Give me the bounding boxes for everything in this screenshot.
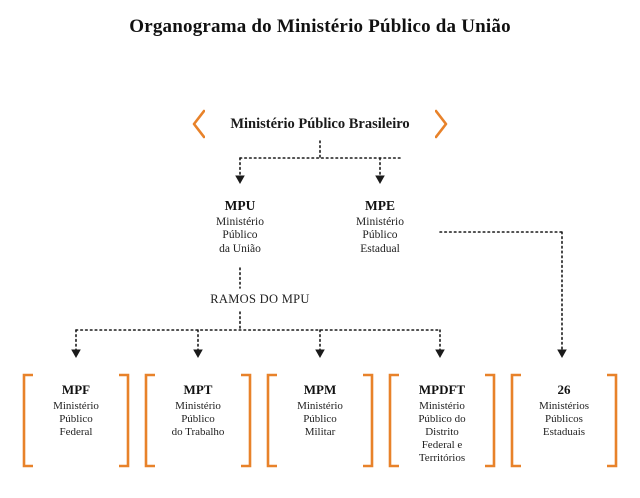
node-mpm-line-2: Público xyxy=(303,412,337,425)
node-mpdft-abbr: MPDFT xyxy=(418,382,466,397)
chevron-right-icon xyxy=(435,109,448,139)
node-mpt[interactable] xyxy=(144,373,252,468)
node-mpdft-line-1: Ministério xyxy=(419,399,465,412)
node-mpu-line-2: Público xyxy=(222,229,258,242)
node-mpu-line-1: Ministério xyxy=(216,215,264,228)
node-mpe[interactable] xyxy=(330,198,430,257)
bracket-left-icon xyxy=(388,373,399,468)
bracket-right-icon xyxy=(607,373,618,468)
node-26-line-2: Públicos xyxy=(545,412,583,425)
bracket-right-icon xyxy=(241,373,252,468)
node-mpdft[interactable] xyxy=(388,373,496,468)
node-mpu-abbr: MPU xyxy=(224,198,256,213)
bracket-left-icon xyxy=(266,373,277,468)
bracket-right-icon xyxy=(119,373,130,468)
bracket-left-icon xyxy=(144,373,155,468)
node-mpf-line-1: Ministério xyxy=(53,399,99,412)
node-mpf[interactable] xyxy=(22,373,130,468)
section-label-ramos-do-mpu: RAMOS DO MPU xyxy=(210,292,310,306)
chevron-left-icon xyxy=(192,109,205,139)
bracket-right-icon xyxy=(485,373,496,468)
node-mpt-line-1: Ministério xyxy=(175,399,221,412)
root-label: Ministério Público Brasileiro xyxy=(230,115,410,132)
node-mpe-line-3: Estadual xyxy=(360,243,400,256)
node-mpdft-line-3: Distrito xyxy=(425,425,459,438)
node-26-line-3: Estaduais xyxy=(542,425,586,438)
bracket-left-icon xyxy=(22,373,33,468)
node-mpt-line-2: Público xyxy=(181,412,215,425)
node-mpdft-line-5: Territórios xyxy=(418,452,466,465)
node-26-line-1: Ministérios xyxy=(538,399,590,412)
node-mpe-abbr: MPE xyxy=(365,198,395,213)
node-mpdft-line-2: Público do xyxy=(418,412,466,425)
node-ministerio-publico-brasileiro[interactable] xyxy=(190,107,450,141)
node-mpt-line-3: do Trabalho xyxy=(171,425,225,438)
node-mpm-abbr: MPM xyxy=(303,382,337,397)
node-mpm-line-1: Ministério xyxy=(297,399,343,412)
node-mpf-abbr: MPF xyxy=(61,382,91,397)
node-mpe-line-2: Público xyxy=(362,229,398,242)
node-mpu-line-3: da União xyxy=(219,243,261,256)
bracket-right-icon xyxy=(363,373,374,468)
node-mpf-line-3: Federal xyxy=(59,425,93,438)
bracket-left-icon xyxy=(510,373,521,468)
node-mpf-line-2: Público xyxy=(59,412,93,425)
node-26-abbr: 26 xyxy=(557,382,571,397)
node-mpm[interactable] xyxy=(266,373,374,468)
node-mpdft-line-4: Federal e xyxy=(421,439,463,452)
page-title: Organograma do Ministério Público da União xyxy=(129,16,511,37)
node-mpu[interactable] xyxy=(190,198,290,257)
node-mpt-abbr: MPT xyxy=(183,382,213,397)
node-26-ministerios-publicos-estaduais[interactable] xyxy=(510,373,618,468)
node-mpe-line-1: Ministério xyxy=(356,215,404,228)
node-mpm-line-3: Militar xyxy=(304,425,336,438)
